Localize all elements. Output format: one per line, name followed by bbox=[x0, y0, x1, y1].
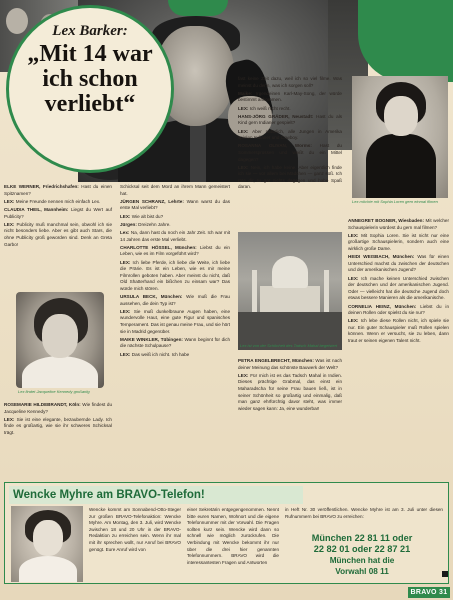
paragraph-text: Schicksal seit dem Mord an ihrem Mann gemeistert hat. bbox=[120, 184, 230, 196]
box-title: Wencke Myhre am BRAVO-Telefon! bbox=[9, 486, 303, 504]
speaker-name: CHARLOTTE HÖSSEL, München: bbox=[120, 244, 197, 250]
paragraph bbox=[4, 402, 112, 415]
end-mark bbox=[442, 571, 448, 577]
paragraph-text: Hast du Sommersprossen und weißt du ein Mittel dagegen? bbox=[238, 143, 342, 162]
paragraph-text: Das weiß ich nicht. Ich habe bbox=[131, 351, 190, 357]
phone-line-3: München hat die bbox=[329, 556, 395, 565]
paragraph-text: Liebst du in deinen Rollen oder spielst du sie nur? bbox=[348, 303, 449, 316]
phone-line-4: Vorwahl 08 11 bbox=[335, 567, 389, 576]
article-kicker: Lex Barker: bbox=[52, 23, 128, 39]
paragraph-text: Aber natürlich, alle Jungen in Amerika spielen Indianer und Cowboy. bbox=[238, 128, 342, 141]
column-1 bbox=[4, 184, 112, 288]
phone-numbers bbox=[287, 533, 437, 577]
paragraph bbox=[238, 165, 342, 191]
column-2 bbox=[120, 184, 230, 474]
paragraph-text: Publicity muß manchmal sein, obwohl ich sie nicht besonders liebe. Aber es gibt auch Stars, die ohne Publicity groß geworden sind. Denk an Greta Garbo! bbox=[4, 221, 112, 247]
paragraph bbox=[120, 222, 230, 229]
phone-line-2: 22 82 01 oder 22 87 21 bbox=[313, 544, 411, 554]
paragraph bbox=[120, 352, 230, 359]
paragraph bbox=[4, 417, 112, 437]
paragraph bbox=[120, 230, 230, 243]
speaker-name: LEX: bbox=[4, 221, 15, 227]
speaker-name: LEX: bbox=[4, 198, 15, 204]
paragraph bbox=[348, 304, 449, 317]
speaker-name: HEIDI WEISBACH, München: bbox=[348, 254, 415, 260]
paragraph bbox=[238, 358, 342, 371]
speaker-name: Jürgen: bbox=[120, 221, 137, 227]
paragraph bbox=[4, 207, 112, 220]
paragraph bbox=[4, 222, 112, 248]
box-column-1: Wencke kommt am Sonnabend-Otto-Steger zur großen BRAVO-Telefonaktion: Wencke Myhre. Am Montag, den 3. Juli, wird Wencke zwischen 18 und 20 Uhr in der BRAVO-Redaktion zu erreichen sein. Wenn ihr mal mit ihr sprechen wollt, nur Anruf bei BRAVO genügt. Eure Anruf wird von bbox=[89, 507, 181, 552]
paragraph-text: Was für einen Unterschied machst du zwischen der deutschen und der amerikanischen Jugend? bbox=[348, 254, 450, 273]
paragraph-text: Sie ist eine elegante, bezaubernde Lady. Ich finde es großartig, wie sie ihr schweres Schicksal trägt. bbox=[4, 416, 112, 435]
speaker-name: LEX: bbox=[238, 164, 249, 170]
column-3-lower bbox=[238, 358, 342, 474]
paragraph-text: Nein, ich habe keine. Aber eigentlich finde ich sie — vor allem bei Mädchen — ganz süß. Ich rate dir, tu gar nichts dagegen und habe Spaß daran. bbox=[238, 164, 342, 190]
caption-taj: Lex ist von der Schönheit des Tadsch Mahal begeistert bbox=[240, 343, 338, 348]
speaker-name: CORNELIA HEINZ, München: bbox=[348, 303, 417, 309]
speaker-name: CLAUDIA THEIL, Mannheim: bbox=[4, 206, 69, 212]
paragraph bbox=[120, 184, 230, 197]
phone-line-1: München 22 81 11 oder bbox=[311, 533, 413, 543]
paragraph-text: Sie muß dunkelbraune Augen haben, eine wundervolle Haut, eine gute Figur und spanisches Temperament. Das ist genau meine Frau, und sie hört sie in Madrid gegenüber. bbox=[120, 308, 230, 334]
caption-jackie: Lex findet Jacqueline Kennedy großartig bbox=[18, 389, 90, 394]
paragraph-text: Wie alt bist du? bbox=[131, 213, 164, 219]
paragraph-text: Hast du als Kind gern Indianer gespielt? bbox=[238, 113, 343, 126]
article-headline: „Mit 14 war ich schon verliebt“ bbox=[27, 41, 153, 117]
paragraph-text: Mit Sophia Loren. Sie ist nicht nur eine großartige Schauspielerin, sondern auch eine wirklich große Dame. bbox=[348, 232, 449, 251]
paragraph bbox=[238, 91, 342, 104]
paragraph-text: Ich weiß nicht recht. bbox=[249, 105, 291, 111]
speaker-name: LEX: bbox=[238, 372, 249, 378]
paragraph-text: Irgendeinen Karl-May-Song, der würde bestimmt ankommen. bbox=[238, 90, 342, 103]
paragraph bbox=[348, 318, 449, 344]
speaker-name: LEX: bbox=[120, 259, 131, 265]
taj-mahal-photo bbox=[238, 232, 342, 350]
paragraph-text: Na, dann hast du noch ein Jahr Zeit. Ich war mit 14 Jahren das erste Mal verliebt. bbox=[120, 229, 230, 242]
paragraph bbox=[120, 337, 230, 350]
column-4 bbox=[348, 218, 449, 474]
box-column-3: in Heft Nr. 30 veröffentlichen. Wencke Myhre ist am 3. Juli unter diesen Rufnummern bei BRAVO zu erreichen: bbox=[285, 507, 443, 519]
paragraph bbox=[120, 294, 230, 307]
speaker-name: LEX: bbox=[120, 308, 131, 314]
paragraph-text: Was ist nach deiner Meinung das schönste Bauwerk der Welt? bbox=[238, 358, 343, 370]
paragraph-text: Ich liebe Pferde, ich liebe die Weite, ich liebe die Prärie. Es ist ein Leben, wie es mir meine Filmrollen geboten haben. Aber meinst du nicht, daß Old Shatterhand ein bißchen zu einsam war? Das würde mich stören. bbox=[120, 259, 230, 291]
speaker-name: HANS-JÖRG GRÄDER, Neustadt: bbox=[238, 113, 314, 119]
speaker-name: JÜRGEN SCHRANZ, Lehrte: bbox=[120, 198, 184, 204]
paragraph bbox=[120, 260, 230, 293]
speaker-name: Lex: bbox=[120, 229, 130, 235]
paragraph bbox=[348, 233, 449, 253]
paragraph bbox=[348, 254, 449, 274]
speaker-name: LEX: bbox=[348, 232, 359, 238]
speaker-name: ROSEMARIE HILDEBRANDT, Köln: bbox=[4, 402, 81, 407]
paragraph bbox=[238, 114, 342, 127]
speaker-name: LEX: bbox=[120, 213, 131, 219]
paragraph-text: Wie findest du Jacqueline Kennedy? bbox=[4, 402, 112, 414]
speaker-name: MAIKE WINKLER, Tübingen: bbox=[120, 336, 183, 342]
paragraph-text: Meine Freunde nennen mich einfach Lex. bbox=[15, 198, 101, 204]
green-decoration-top bbox=[168, 0, 228, 16]
paragraph-text: Für mich ist es das Tadsch Mahal in Indien. Dieses prächtige Grabmal, das einst ein Maharadscha für seine Frau bauen ließ, ist in seiner Schönheit so großartig und einmalig, daß man ganz ehrfürchtig davor steht, was immer wieder sagen kann: Ja, eine wunderbar! bbox=[238, 372, 342, 411]
paragraph bbox=[4, 199, 112, 206]
speaker-name: LEX: bbox=[238, 128, 249, 134]
box-column-2: einer Sekretärin entgegengenommen. Nennt bitte euren Namen, Wohnort und die eigene Telefonnummer mit der Vorwahl. Die Fragen sollten kurz sein. Wencke wird dann so schnell wie möglich zurückrufen. Die Verbindung mit Wencke bekommt ihr nur über die drei hier genannten Telefonnummern. BRAVO wird die interessantesten Fragen und Antworten bbox=[187, 507, 279, 565]
speaker-name: Maike: bbox=[238, 90, 253, 96]
speaker-name: LEX: bbox=[238, 105, 249, 111]
speaker-name: ROSANNA OLIVAN, Worms: bbox=[238, 143, 312, 149]
paragraph-text: Hast du einen Spitznamen? bbox=[4, 184, 112, 196]
column-3-upper bbox=[238, 76, 342, 226]
speaker-name: URSULA BECK, München: bbox=[120, 294, 183, 300]
paragraph bbox=[348, 276, 449, 302]
caption-sophia: Lex möchte mit Sophia Loren gern einmal filmen bbox=[352, 199, 438, 204]
jacqueline-kennedy-photo bbox=[16, 292, 104, 388]
paragraph bbox=[4, 184, 112, 197]
paragraph-text: Wie muß die Frau aussehen, die dein Typ ist? bbox=[120, 294, 230, 306]
paragraph-text: Liegst du Wert auf Publicity? bbox=[4, 206, 113, 219]
paragraph bbox=[120, 214, 230, 221]
paragraph bbox=[120, 309, 230, 335]
wencke-myhre-photo bbox=[11, 506, 83, 582]
paragraph bbox=[120, 199, 230, 212]
paragraph-text: fast keine Zeit dazu, weil ich so viel filme. Was meinst du denn, was ich sorgen soll? bbox=[238, 76, 342, 88]
speaker-name: ANNEGRET BOGNER, Wiesbaden: bbox=[348, 218, 424, 223]
paragraph-text: Liebst du ein Leben, wie es im Film vorgeführt wird? bbox=[120, 244, 230, 257]
column-1-lower bbox=[4, 402, 112, 474]
speaker-name: LEX: bbox=[4, 416, 15, 422]
paragraph bbox=[238, 143, 342, 163]
paragraph-text: Ich lebe diese Rollen nicht, ich spiele sie nur. Ein guter Schauspieler muß Rollen spielen können. Wenn er versucht, sie zu leben, dann traut er seinen eigenen Talent nicht. bbox=[348, 318, 449, 344]
paragraph-text: Ich mache keinen Unterschied zwischen der deutschen und der amerikanischen Jugend. Oder — vielleicht hat die deutsche Jugend doch etwas bessere Manieren als die amerikanische. bbox=[348, 275, 449, 301]
paragraph-text: Wann beginnt für dich die nächste Schulpause? bbox=[120, 336, 230, 349]
sophia-loren-photo bbox=[352, 76, 448, 198]
paragraph bbox=[120, 245, 230, 258]
telefon-box bbox=[4, 482, 449, 584]
speaker-name: LEX: bbox=[348, 318, 359, 324]
speaker-name: PETRA ENGELBRECHT, München: bbox=[238, 358, 314, 363]
speaker-name: LEX: bbox=[348, 275, 359, 281]
title-bubble bbox=[6, 5, 174, 173]
paragraph bbox=[238, 106, 342, 113]
paragraph bbox=[238, 129, 342, 142]
paragraph bbox=[238, 76, 342, 89]
speaker-name: ELKE WERNER, Friedrichshafen: bbox=[4, 184, 79, 189]
paragraph-text: Dreizehn Jahre. bbox=[138, 221, 171, 227]
green-decoration bbox=[358, 0, 453, 82]
page-footer: BRAVO 31 bbox=[408, 587, 450, 598]
speaker-name: LEX: bbox=[120, 351, 131, 357]
paragraph-text: Mit welcher Schauspielerin würdest du gern mal filmen? bbox=[348, 218, 450, 230]
paragraph bbox=[348, 218, 449, 231]
paragraph-text: Wann warst du das erste Mal verliebt? bbox=[120, 198, 231, 211]
paragraph bbox=[238, 373, 342, 413]
